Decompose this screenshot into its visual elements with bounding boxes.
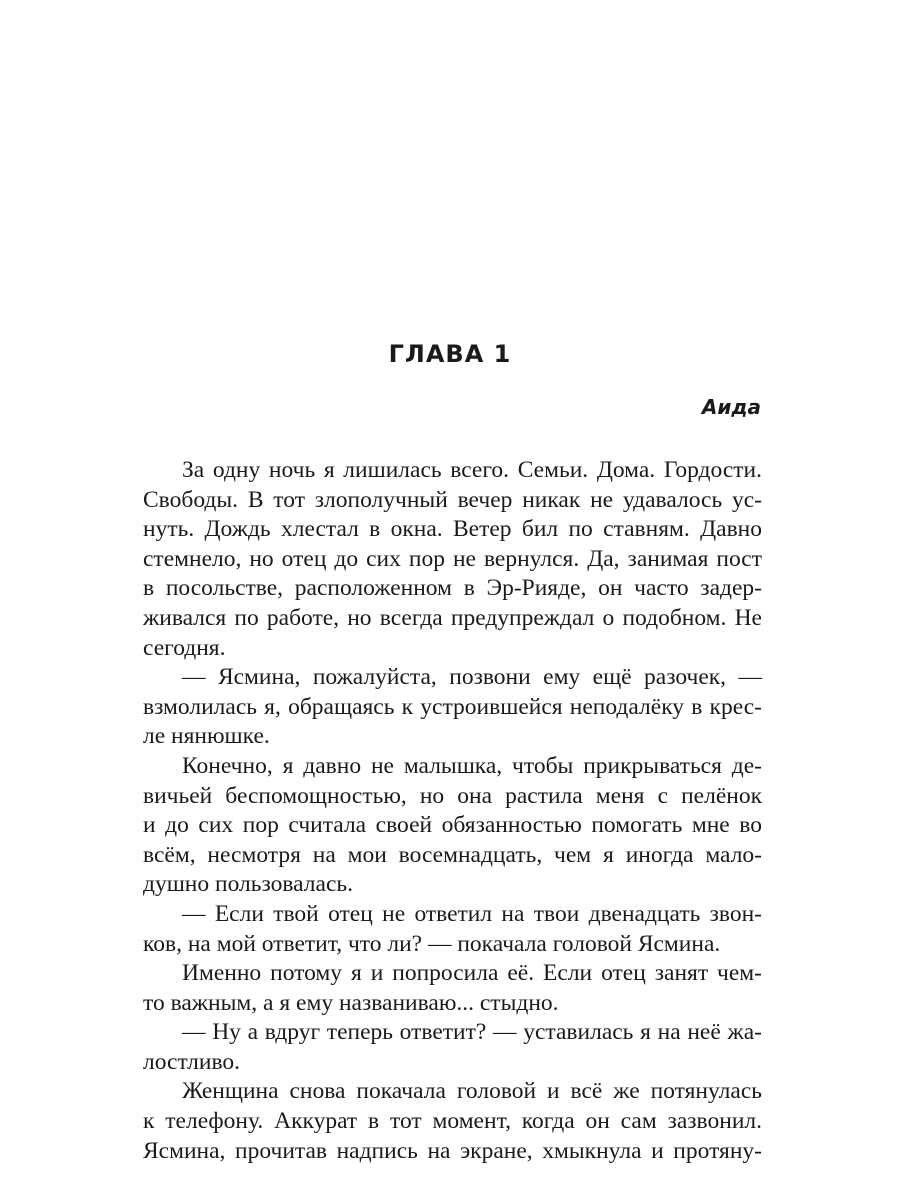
text-line: Женщина снова покачала головой и всё же потянулась xyxy=(182,1078,762,1105)
text-line: взмолилась я, обращаясь к устроившейся неподалёку в крес- xyxy=(143,693,762,720)
text-line: живался по работе, но всегда предупреждал о подобном. Не xyxy=(143,604,762,631)
text-line: Конечно, я давно не малышка, чтобы прикрываться де- xyxy=(182,752,762,779)
body-text xyxy=(143,456,762,1166)
text-line: ков, на мой ответит, что ли? — покачала головой Ясмина. xyxy=(143,930,721,957)
text-line: — Ну а вдруг теперь ответит? — уставилась я на неё жа- xyxy=(182,1019,762,1046)
text-line: Ясмина, прочитав надпись на экране, хмыкнула и протяну- xyxy=(143,1137,762,1164)
text-line: в посольстве, расположенном в Эр-Рияде, он часто задер- xyxy=(143,575,762,602)
text-line: — Ясмина, пожалуйста, позвони ему ещё разочек, — xyxy=(182,664,762,691)
text-line: то важным, а я ему названиваю... стыдно. xyxy=(143,989,559,1016)
text-line: лостливо. xyxy=(143,1048,241,1075)
text-line: ле нянюшке. xyxy=(143,723,270,750)
chapter-title: ГЛАВА 1 xyxy=(388,340,512,368)
text-line: стемнело, но отец до сих пор не вернулся. Да, занимая пост xyxy=(143,545,762,572)
text-line: всём, несмотря на мои восемнадцать, чем я иногда мало- xyxy=(143,841,762,868)
text-line: сегодня. xyxy=(143,634,226,661)
text-line: Свободы. В тот злополучный вечер никак не удавалось ус- xyxy=(143,486,762,513)
text-line: и до сих пор считала своей обязанностью помогать мне во xyxy=(143,812,762,839)
text-line: Именно потому я и попросила её. Если отец занят чем- xyxy=(182,960,762,987)
text-line: За одну ночь я лишилась всего. Семьи. Дома. Гордости. xyxy=(182,457,762,483)
chapter-subtitle: Аида xyxy=(701,395,761,419)
text-line: — Если твой отец не ответил на твои двенадцать звон- xyxy=(182,900,762,927)
text-line: вичьей беспомощностью, но она растила меня с пелёнок xyxy=(143,782,762,809)
text-line: к телефону. Аккурат в тот момент, когда он сам зазвонил. xyxy=(143,1108,762,1135)
text-line: нуть. Дождь хлестал в окна. Ветер бил по ставням. Давно xyxy=(143,516,762,543)
text-line: душно пользовалась. xyxy=(143,871,353,898)
